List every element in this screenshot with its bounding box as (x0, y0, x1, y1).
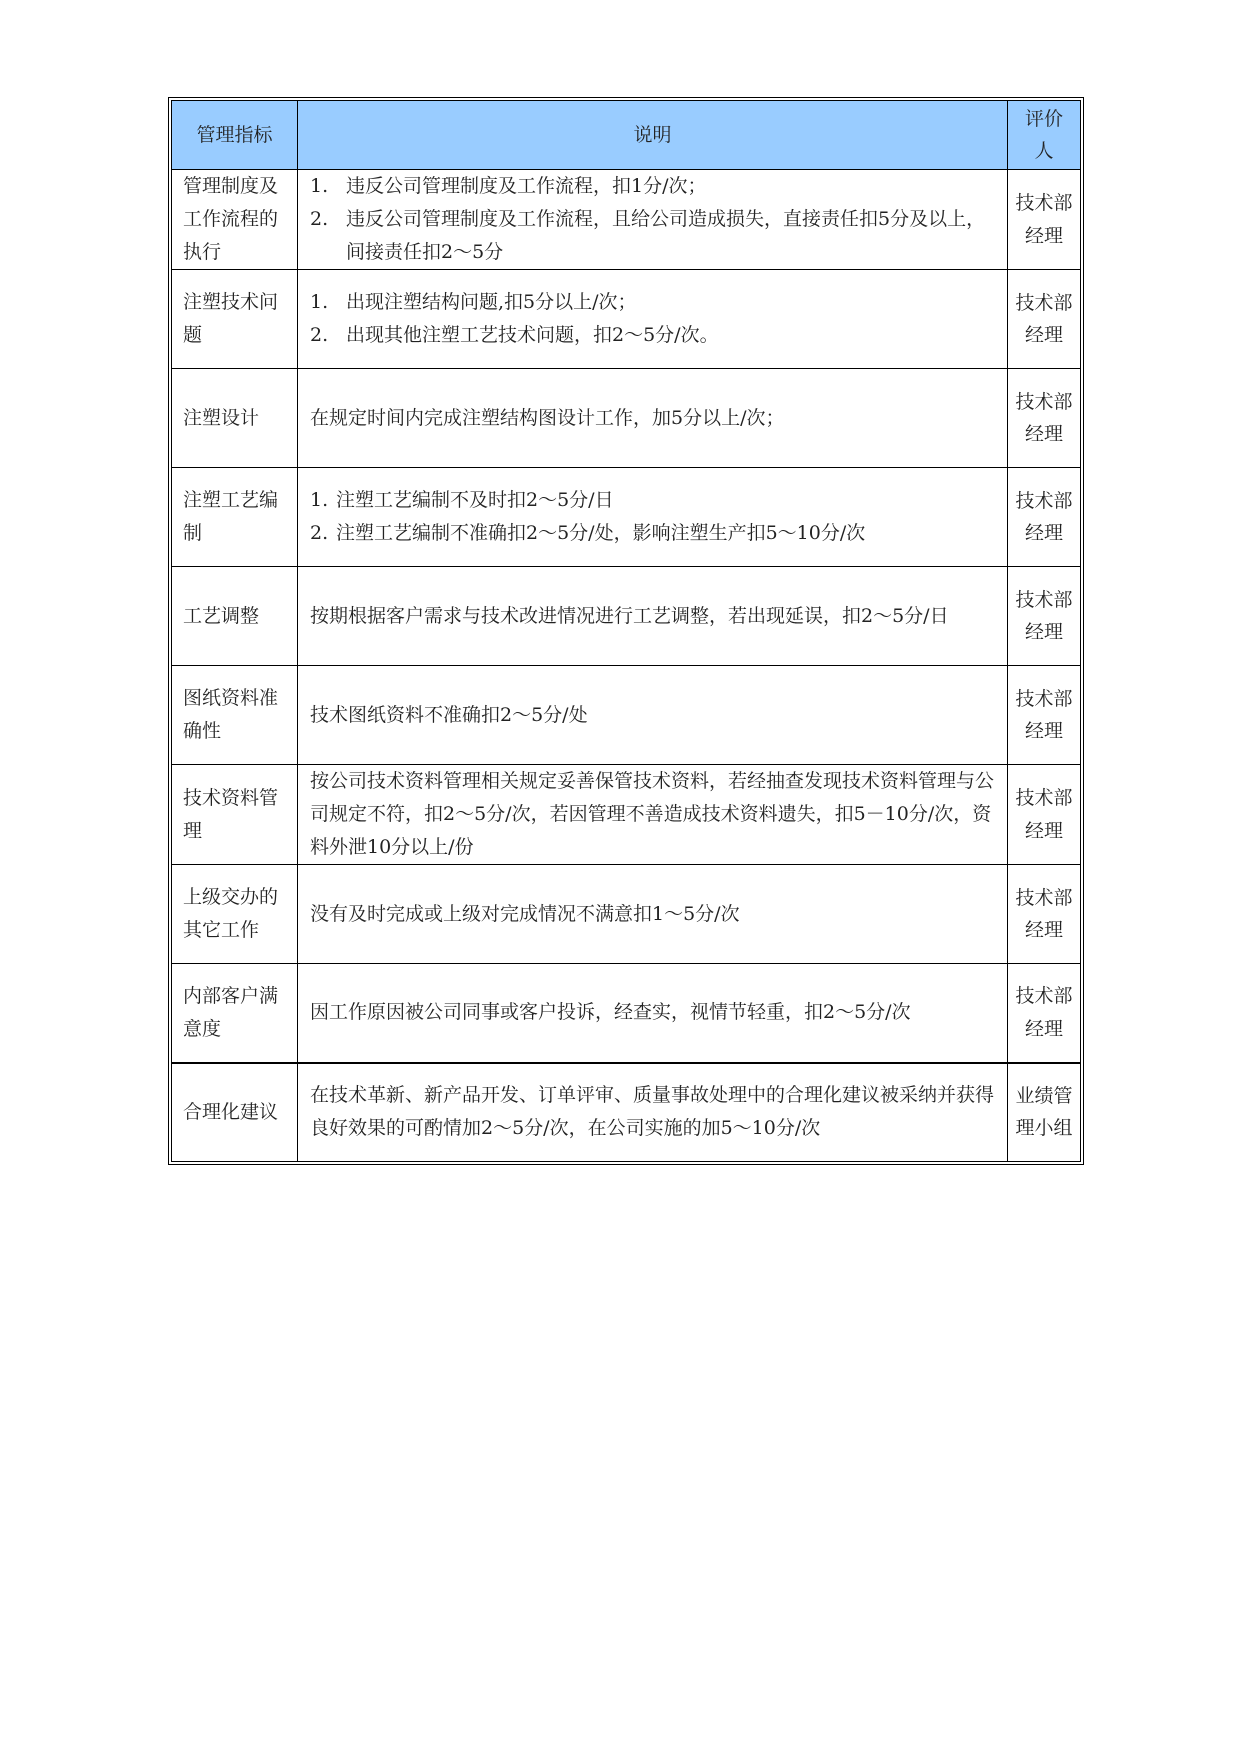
item-text: 违反公司管理制度及工作流程，且给公司造成损失，直接责任扣5分及以上，间接责任扣2～5分 (346, 208, 986, 263)
evaluator-cell: 技术部经理 (1008, 964, 1081, 1063)
kpi-table (171, 100, 1081, 1162)
table-row (172, 865, 1081, 964)
table-row (172, 270, 1081, 369)
list-item (310, 484, 997, 517)
description-cell: 因工作原因被公司同事或客户投诉，经查实，视情节轻重，扣2～5分/次 (298, 964, 1008, 1063)
item-text: 违反公司管理制度及工作流程，扣1分/次； (346, 175, 707, 197)
evaluator-cell: 技术部经理 (1008, 567, 1081, 666)
evaluator-cell: 技术部经理 (1008, 468, 1081, 567)
item-number: 1. (310, 175, 329, 197)
description-list (310, 484, 997, 550)
indicator-cell: 上级交办的其它工作 (172, 865, 298, 964)
header-evaluator: 评价人 (1008, 101, 1081, 170)
list-item (310, 170, 997, 203)
list-item (310, 286, 997, 319)
item-number: 2. (310, 522, 329, 544)
header-row (172, 101, 1081, 170)
indicator-cell: 合理化建议 (172, 1063, 298, 1162)
evaluator-cell: 技术部经理 (1008, 765, 1081, 865)
indicator-cell: 技术资料管理 (172, 765, 298, 865)
table-row (172, 666, 1081, 765)
item-number: 1. (310, 489, 329, 511)
evaluator-cell: 技术部经理 (1008, 865, 1081, 964)
description-cell (298, 170, 1008, 270)
table-row (172, 1063, 1081, 1162)
item-text: 出现注塑结构问题,扣5分以上/次； (346, 291, 637, 313)
kpi-table-frame (168, 97, 1084, 1165)
description-cell: 在规定时间内完成注塑结构图设计工作，加5分以上/次； (298, 369, 1008, 468)
evaluator-cell: 技术部经理 (1008, 666, 1081, 765)
table-row (172, 369, 1081, 468)
indicator-cell: 管理制度及工作流程的执行 (172, 170, 298, 270)
item-number: 1. (310, 291, 329, 313)
description-cell (298, 468, 1008, 567)
evaluator-cell: 技术部经理 (1008, 369, 1081, 468)
table-row (172, 468, 1081, 567)
indicator-cell: 图纸资料准确性 (172, 666, 298, 765)
indicator-cell: 注塑工艺编制 (172, 468, 298, 567)
list-item (310, 319, 997, 352)
item-number: 2. (310, 324, 329, 346)
indicator-cell: 注塑设计 (172, 369, 298, 468)
evaluator-cell: 技术部经理 (1008, 270, 1081, 369)
description-cell: 技术图纸资料不准确扣2～5分/处 (298, 666, 1008, 765)
description-cell: 按期根据客户需求与技术改进情况进行工艺调整，若出现延误，扣2～5分/日 (298, 567, 1008, 666)
indicator-cell: 工艺调整 (172, 567, 298, 666)
description-cell: 在技术革新、新产品开发、订单评审、质量事故处理中的合理化建议被采纳并获得良好效果的可酌情加2～5分/次，在公司实施的加5～10分/次 (298, 1063, 1008, 1162)
description-list (310, 170, 997, 269)
description-cell (298, 270, 1008, 369)
indicator-cell: 注塑技术问题 (172, 270, 298, 369)
item-number: 2. (310, 208, 329, 230)
header-description: 说明 (298, 101, 1008, 170)
table-row (172, 170, 1081, 270)
evaluator-cell: 技术部经理 (1008, 170, 1081, 270)
evaluator-cell: 业绩管理小组 (1008, 1063, 1081, 1162)
item-text: 注塑工艺编制不准确扣2～5分/处，影响注塑生产扣5～10分/次 (336, 522, 866, 544)
list-item (310, 517, 997, 550)
table-row (172, 765, 1081, 865)
list-item (310, 203, 997, 269)
header-indicator: 管理指标 (172, 101, 298, 170)
item-text: 注塑工艺编制不及时扣2～5分/日 (336, 489, 614, 511)
table-row (172, 567, 1081, 666)
indicator-cell: 内部客户满意度 (172, 964, 298, 1063)
description-list (310, 286, 997, 352)
table-row (172, 964, 1081, 1063)
item-text: 出现其他注塑工艺技术问题，扣2～5分/次。 (346, 324, 719, 346)
description-cell: 按公司技术资料管理相关规定妥善保管技术资料，若经抽查发现技术资料管理与公司规定不符，扣2～5分/次，若因管理不善造成技术资料遗失，扣5－10分/次，资料外泄10分以上/份 (298, 765, 1008, 865)
table-body (172, 170, 1081, 1162)
description-cell: 没有及时完成或上级对完成情况不满意扣1～5分/次 (298, 865, 1008, 964)
table-header (172, 101, 1081, 170)
